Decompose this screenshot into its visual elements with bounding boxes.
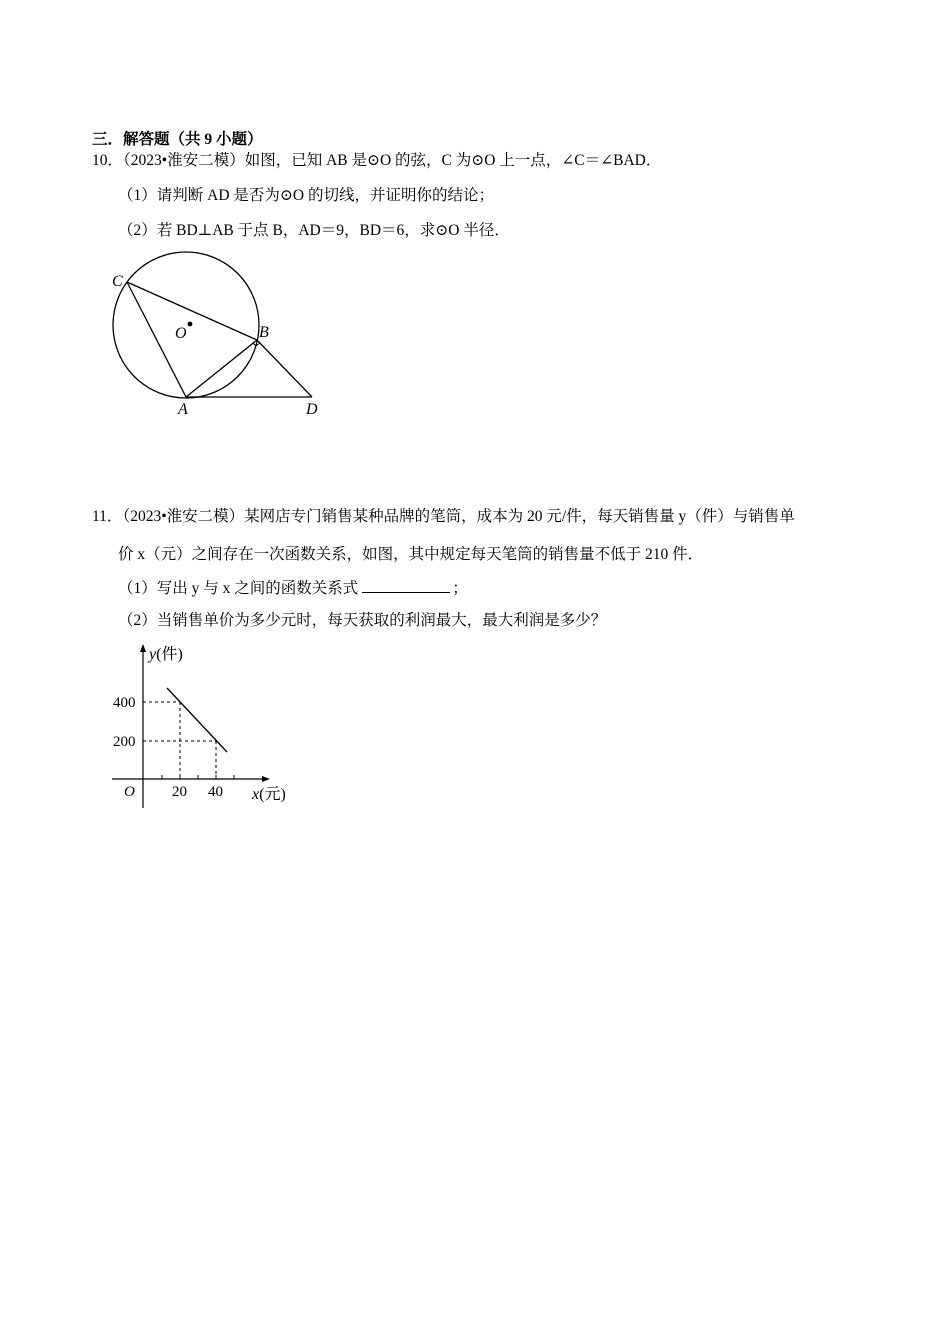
x-axis-label: x(元) [252, 786, 286, 803]
circle-tangent-figure [100, 245, 340, 425]
segment-cb [127, 282, 257, 340]
part-1-text: （1）写出 y 与 x 之间的函数关系式 [118, 580, 359, 597]
label-o: O [175, 325, 187, 342]
x-tick-40: 40 [208, 784, 223, 800]
y-axis-label: y(件) [149, 646, 183, 663]
function-line [167, 688, 227, 752]
problem-stem: 如图，已知 AB 是⊙O 的弦，C 为⊙O 上一点，∠C＝∠BAD． [244, 152, 662, 169]
origin-label: O [124, 784, 135, 800]
label-b: B [259, 324, 269, 341]
segment-bd [257, 340, 312, 397]
section-title: 三．解答题（共 9 小题） [92, 131, 263, 148]
problem-number: 10． [92, 152, 124, 169]
label-a: A [178, 401, 188, 418]
problem-11-part-2: （2）当销售单价为多少元时，每天获取的利润最大，最大利润是多少？ [118, 612, 607, 629]
problem-11-stem-line-1 [92, 507, 795, 527]
x-tick-20: 20 [172, 784, 187, 800]
x-axis-arrow-icon [262, 776, 270, 782]
center-point-o [188, 322, 193, 327]
y-axis-arrow-icon [140, 644, 146, 652]
answer-blank[interactable] [362, 578, 450, 593]
problem-10-stem-line [92, 151, 661, 171]
problem-source: （2023•淮安二模） [123, 152, 245, 169]
problem-number: 11． [92, 508, 123, 525]
problem-11-part-1 [118, 578, 468, 599]
linear-function-chart [100, 640, 300, 812]
problem-stem: 某网店专门销售某种品牌的笔筒，成本为 20 元/件，每天销售量 y（件）与销售单 [244, 508, 795, 525]
y-tick-200: 200 [113, 734, 136, 750]
y-tick-400: 400 [113, 695, 136, 711]
label-c: C [112, 273, 123, 290]
problem-10-part-1: （1）请判断 AD 是否为⊙O 的切线，并证明你的结论； [118, 187, 494, 204]
part-1-suffix: ； [452, 580, 468, 597]
problem-10-part-2: （2）若 BD⊥AB 于点 B，AD＝9，BD＝6，求⊙O 半径． [118, 222, 510, 239]
problem-source: （2023•淮安二模） [122, 508, 245, 525]
label-d: D [306, 401, 318, 418]
problem-11-stem-line-2: 价 x（元）之间存在一次函数关系，如图，其中规定每天笔筒的销售量不低于 210 件． [118, 546, 704, 563]
